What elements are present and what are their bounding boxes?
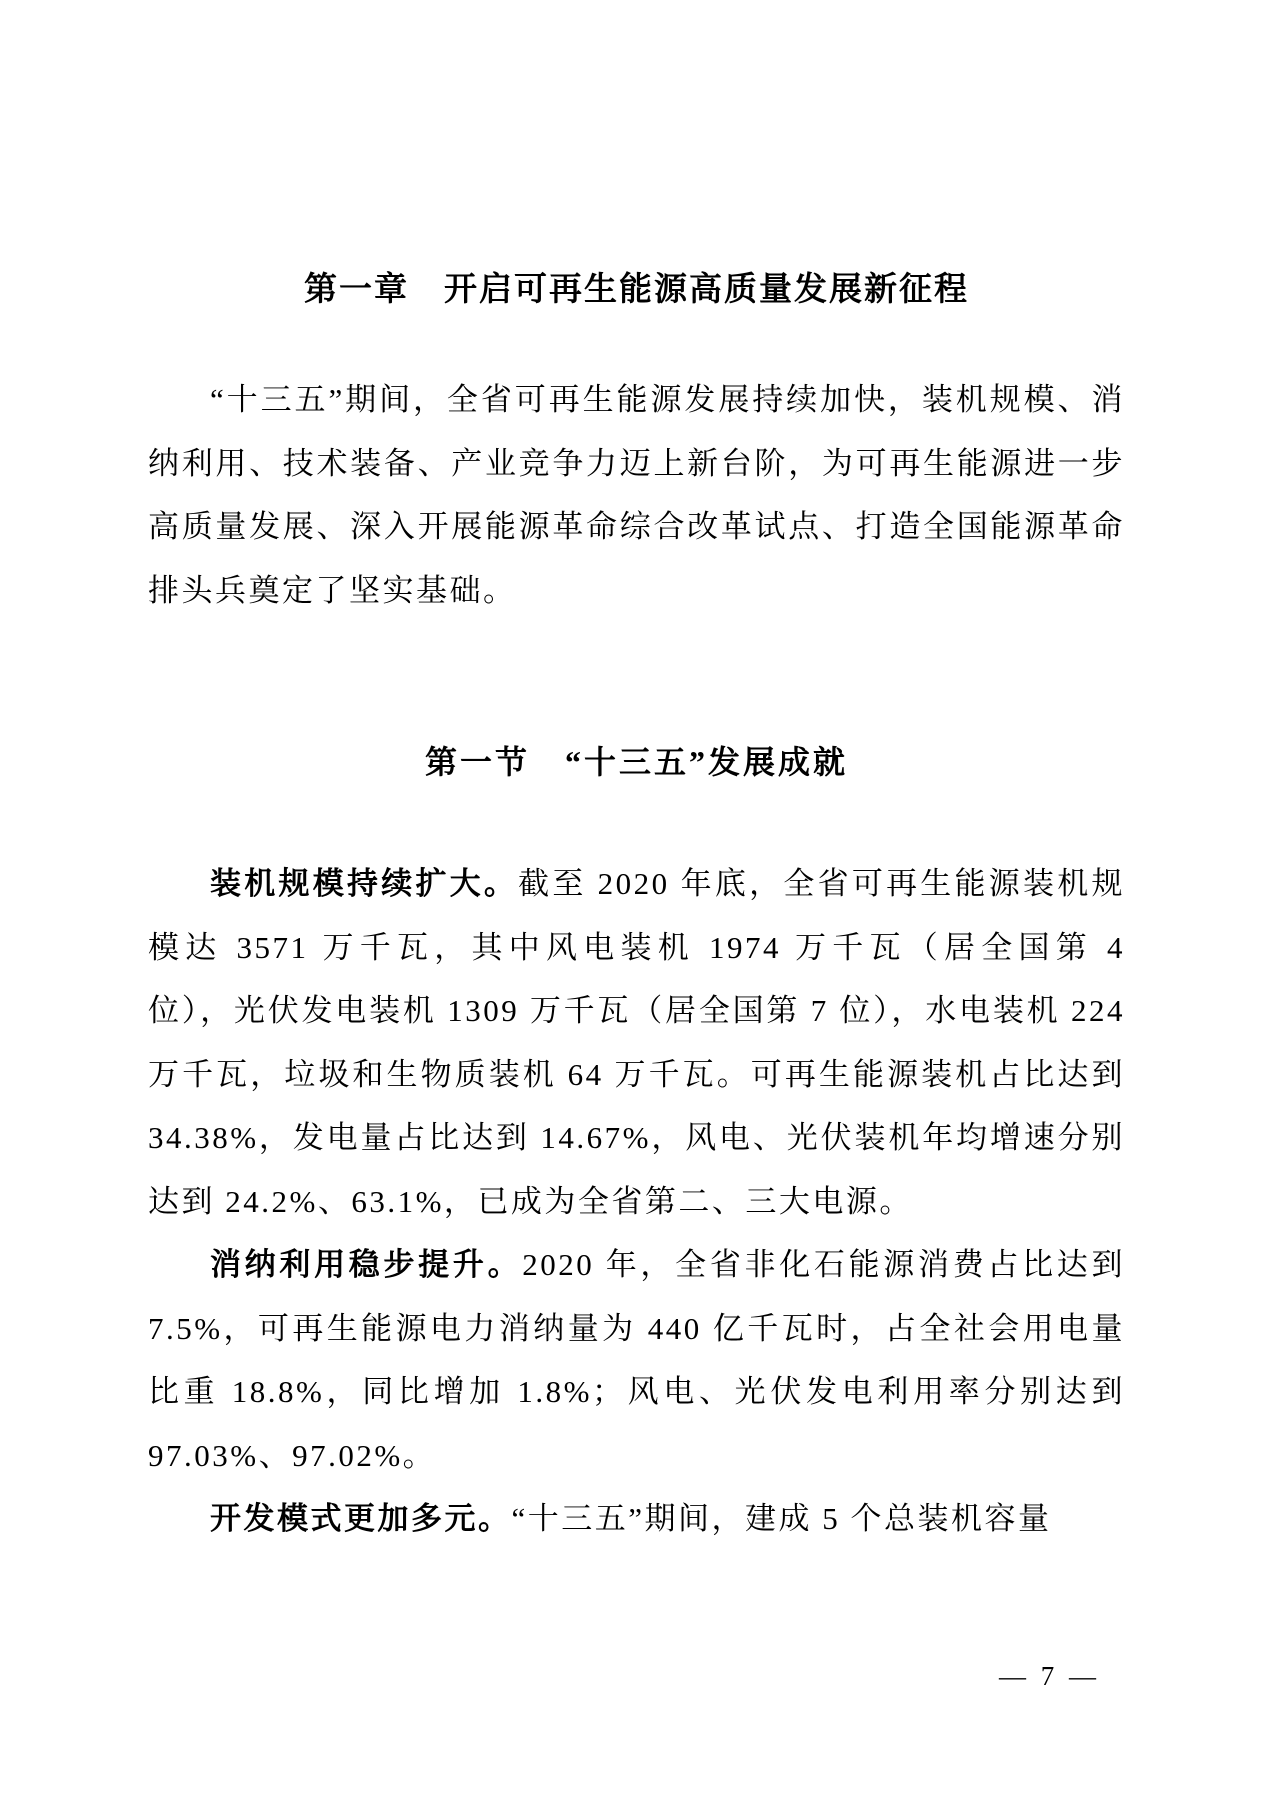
paragraph-lead: 消纳利用稳步提升。: [210, 1247, 523, 1282]
page-number: — 7 —: [999, 1661, 1100, 1691]
paragraph-development-model: [148, 1487, 1125, 1551]
paragraph-consumption: [148, 1233, 1125, 1487]
paragraph-text: “十三五”期间，全省可再生能源发展持续加快，装机规模、消纳利用、技术装备、产业竞争力迈上新台阶，为可再生能源进一步高质量发展、深入开展能源革命综合改革试点、打造全国能源革命排头兵奠定了坚实基础。: [148, 382, 1125, 608]
paragraph-intro: [148, 368, 1125, 622]
section-title: 第一节 “十三五”发展成就: [424, 744, 848, 780]
paragraph-text: 截至 2020 年底，全省可再生能源装机规模达 3571 万千瓦，其中风电装机 1974 万千瓦（居全国第 4 位），光伏发电装机 1309 万千瓦（居全国第 7 位），水电装机 224 万千瓦，垃圾和生物质装机 64 万千瓦。可再生能源装机占比达到 34.38%，发电量占比达到 14.67%，风电、光伏装机年均增速分别达到 24.2%、63.1%，已成为全省第二、三大电源。: [148, 866, 1126, 1219]
paragraph-lead: 装机规模持续扩大。: [210, 866, 519, 901]
chapter-title: 第一章 开启可再生能源高质量发展新征程: [304, 270, 969, 307]
paragraph-lead: 开发模式更加多元。: [210, 1501, 512, 1536]
paragraph-installed-capacity: [148, 852, 1125, 1233]
page-content: [148, 268, 1125, 1551]
paragraph-text: “十三五”期间，建成 5 个总装机容量: [511, 1501, 1052, 1536]
paragraph-text: 2020 年，全省非化石能源消费占比达到 7.5%，可再生能源电力消纳量为 440 亿千瓦时，占全社会用电量比重 18.8%，同比增加 1.8%；风电、光伏发电利用率分别达到 97.03%、97.02%。: [148, 1247, 1125, 1473]
